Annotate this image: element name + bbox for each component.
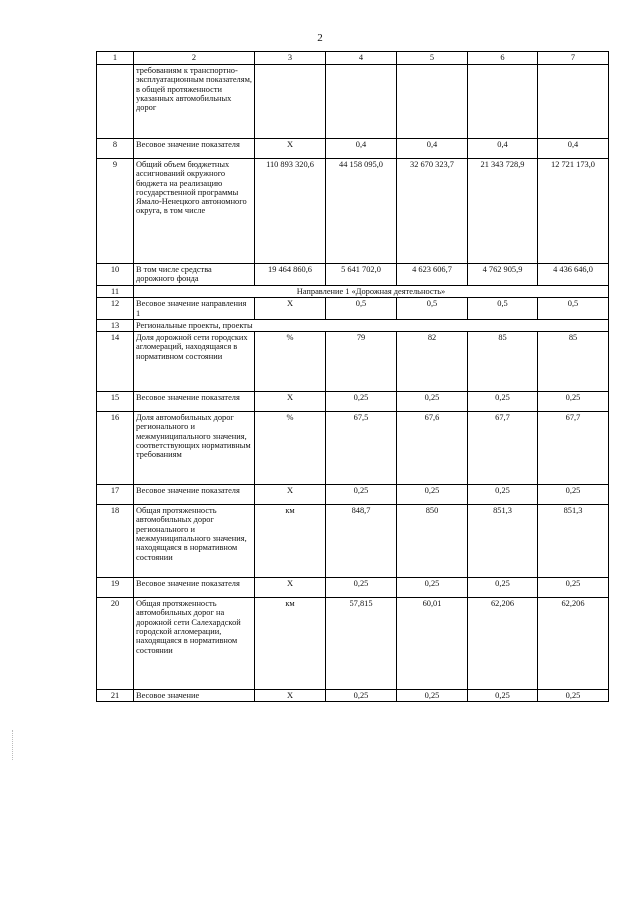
year-value-cell: 21 343 728,9 xyxy=(468,159,538,264)
column-header: 7 xyxy=(538,52,609,65)
row-number-cell: 12 xyxy=(97,298,134,320)
table-row xyxy=(97,412,609,485)
column-header: 1 xyxy=(97,52,134,65)
year-value-cell: 82 xyxy=(397,332,468,392)
row-number-cell: 14 xyxy=(97,332,134,392)
unit-or-total-cell: км xyxy=(255,505,326,578)
indicator-description-cell: Весовое значение показателя xyxy=(134,392,255,412)
year-value-cell: 0,25 xyxy=(468,578,538,598)
year-value-cell: 0,25 xyxy=(538,485,609,505)
table-row xyxy=(97,286,609,298)
year-value-cell: 44 158 095,0 xyxy=(326,159,397,264)
indicator-description-cell: Общая протяженность автомобильных дорог на дорожной сети Салехардской городской агломерации, находящаяся в нормативном состоянии xyxy=(134,598,255,690)
row-number-cell: 10 xyxy=(97,264,134,286)
row-number-cell: 16 xyxy=(97,412,134,485)
unit-or-total-cell: Х xyxy=(255,578,326,598)
column-header: 4 xyxy=(326,52,397,65)
year-value-cell: 0,4 xyxy=(326,139,397,159)
year-value-cell: 0,25 xyxy=(326,578,397,598)
year-value-cell: 0,25 xyxy=(397,392,468,412)
indicator-description-cell: Общий объем бюджетных ассигнований окружного бюджета на реализацию государственной программы Ямало-Ненецкого автономного округа, в том числе xyxy=(134,159,255,264)
column-header: 5 xyxy=(397,52,468,65)
unit-or-total-cell: 19 464 860,6 xyxy=(255,264,326,286)
year-value-cell: 0,25 xyxy=(326,485,397,505)
unit-or-total-cell: % xyxy=(255,412,326,485)
year-value-cell xyxy=(397,65,468,139)
section-heading-cell: Направление 1 «Дорожная деятельность» xyxy=(134,286,609,298)
year-value-cell: 85 xyxy=(468,332,538,392)
year-value-cell: 4 762 905,9 xyxy=(468,264,538,286)
year-value-cell: 850 xyxy=(397,505,468,578)
row-number-cell: 13 xyxy=(97,319,134,331)
indicator-description-cell: требованиям к транспортно-эксплуатационным показателям, в общей протяженности указанных автомобильных дорог xyxy=(134,65,255,139)
column-header: 3 xyxy=(255,52,326,65)
unit-or-total-cell: Х xyxy=(255,485,326,505)
year-value-cell xyxy=(538,65,609,139)
year-value-cell xyxy=(326,65,397,139)
unit-or-total-cell xyxy=(255,65,326,139)
year-value-cell: 851,3 xyxy=(468,505,538,578)
year-value-cell: 0,25 xyxy=(397,485,468,505)
year-value-cell: 0,25 xyxy=(538,690,609,702)
row-number-cell: 21 xyxy=(97,690,134,702)
column-header: 6 xyxy=(468,52,538,65)
page-number: 2 xyxy=(317,32,323,44)
indicator-description-cell: Весовое значение показателя xyxy=(134,578,255,598)
year-value-cell: 62,206 xyxy=(538,598,609,690)
year-value-cell: 60,01 xyxy=(397,598,468,690)
table-row xyxy=(97,264,609,286)
table-row xyxy=(97,392,609,412)
indicator-description-cell: Весовое значение xyxy=(134,690,255,702)
row-number-cell: 20 xyxy=(97,598,134,690)
year-value-cell: 0,5 xyxy=(468,298,538,320)
year-value-cell: 0,5 xyxy=(397,298,468,320)
year-value-cell: 0,25 xyxy=(468,392,538,412)
table-row xyxy=(97,319,609,331)
indicators-table xyxy=(96,51,609,702)
year-value-cell: 67,7 xyxy=(468,412,538,485)
year-value-cell: 4 436 646,0 xyxy=(538,264,609,286)
year-value-cell: 0,25 xyxy=(397,690,468,702)
year-value-cell: 5 641 702,0 xyxy=(326,264,397,286)
year-value-cell xyxy=(468,65,538,139)
row-number-cell: 11 xyxy=(97,286,134,298)
year-value-cell: 67,5 xyxy=(326,412,397,485)
indicator-description-cell: Весовое значение показателя xyxy=(134,485,255,505)
year-value-cell: 0,25 xyxy=(326,392,397,412)
unit-or-total-cell: Х xyxy=(255,298,326,320)
table-row xyxy=(97,598,609,690)
indicator-description-cell: Доля дорожной сети городских агломераций, находящаяся в нормативном состоянии xyxy=(134,332,255,392)
unit-or-total-cell: Х xyxy=(255,690,326,702)
row-number-cell: 8 xyxy=(97,139,134,159)
year-value-cell: 85 xyxy=(538,332,609,392)
scan-margin-marks xyxy=(12,730,14,760)
year-value-cell: 0,25 xyxy=(326,690,397,702)
indicator-description-cell: В том числе средства дорожного фонда xyxy=(134,264,255,286)
table-row xyxy=(97,159,609,264)
table-row xyxy=(97,690,609,702)
year-value-cell: 851,3 xyxy=(538,505,609,578)
year-value-cell: 67,7 xyxy=(538,412,609,485)
year-value-cell: 4 623 606,7 xyxy=(397,264,468,286)
row-number-cell: 19 xyxy=(97,578,134,598)
row-number-cell: 15 xyxy=(97,392,134,412)
indicator-description-cell: Весовое значение направления 1 xyxy=(134,298,255,320)
table-row xyxy=(97,485,609,505)
year-value-cell: 0,25 xyxy=(538,392,609,412)
year-value-cell: 57,815 xyxy=(326,598,397,690)
table-row xyxy=(97,505,609,578)
year-value-cell: 32 670 323,7 xyxy=(397,159,468,264)
table-row xyxy=(97,298,609,320)
unit-or-total-cell: Х xyxy=(255,139,326,159)
column-header: 2 xyxy=(134,52,255,65)
year-value-cell: 0,4 xyxy=(397,139,468,159)
year-value-cell: 0,4 xyxy=(538,139,609,159)
indicator-description-cell: Доля автомобильных дорог регионального и межмуниципального значения, соответствующих нормативным требованиям xyxy=(134,412,255,485)
year-value-cell: 79 xyxy=(326,332,397,392)
year-value-cell: 67,6 xyxy=(397,412,468,485)
year-value-cell: 0,5 xyxy=(538,298,609,320)
year-value-cell: 0,25 xyxy=(397,578,468,598)
section-heading-cell: Региональные проекты, проекты xyxy=(134,319,609,331)
table-body xyxy=(97,52,609,702)
year-value-cell: 0,5 xyxy=(326,298,397,320)
row-number-cell: 18 xyxy=(97,505,134,578)
year-value-cell: 0,25 xyxy=(538,578,609,598)
table-row xyxy=(97,578,609,598)
year-value-cell: 12 721 173,0 xyxy=(538,159,609,264)
year-value-cell: 848,7 xyxy=(326,505,397,578)
unit-or-total-cell: Х xyxy=(255,392,326,412)
unit-or-total-cell: км xyxy=(255,598,326,690)
year-value-cell: 62,206 xyxy=(468,598,538,690)
column-header-row xyxy=(97,52,609,65)
row-number-cell xyxy=(97,65,134,139)
indicator-description-cell: Общая протяженность автомобильных дорог регионального и межмуниципального значения, находящаяся в нормативном состоянии xyxy=(134,505,255,578)
year-value-cell: 0,25 xyxy=(468,485,538,505)
table-row xyxy=(97,332,609,392)
table-row xyxy=(97,139,609,159)
row-number-cell: 17 xyxy=(97,485,134,505)
table-row xyxy=(97,65,609,139)
unit-or-total-cell: % xyxy=(255,332,326,392)
unit-or-total-cell: 110 893 320,6 xyxy=(255,159,326,264)
indicator-description-cell: Весовое значение показателя xyxy=(134,139,255,159)
year-value-cell: 0,4 xyxy=(468,139,538,159)
year-value-cell: 0,25 xyxy=(468,690,538,702)
row-number-cell: 9 xyxy=(97,159,134,264)
